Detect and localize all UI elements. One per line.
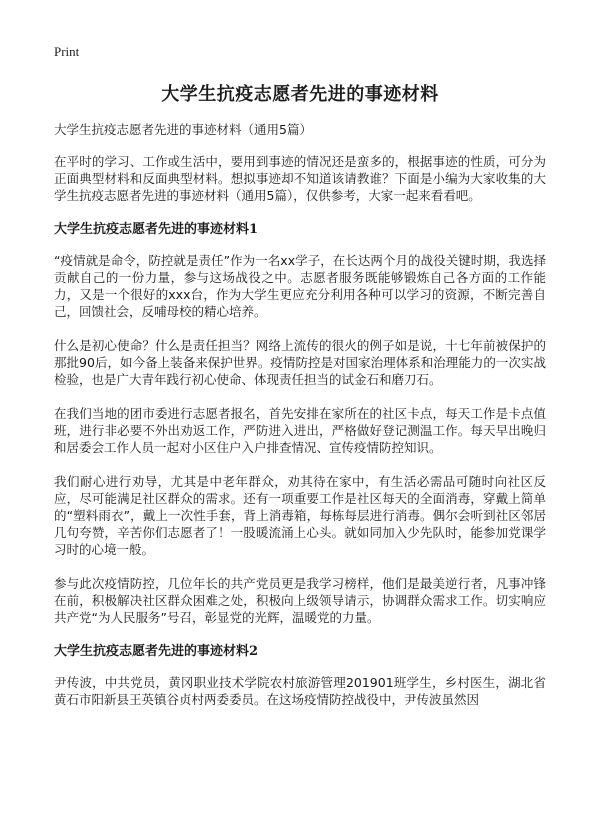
section-1-paragraph: “疫情就是命令，防控就是责任”作为一名xx学子，在长达两个月的战役关键时期，我选择贡献自己的一份力量，参与这场战役之中。志愿者服务既能够锻炼自己各方面的工作能力，又是一个很好的xxx台，作为大学生更应充分利用各种可以学习的资源，不断完善自己，回馈社会，反哺母校的精心培养。 bbox=[54, 253, 546, 319]
section-heading-1: 大学生抗疫志愿者先进的事迹材料1 bbox=[54, 222, 259, 237]
document-subtitle: 大学生抗疫志愿者先进的事迹材料（通用5篇） bbox=[54, 122, 312, 137]
print-link[interactable]: Print bbox=[54, 44, 80, 59]
section-1-paragraph: 参与此次疫情防控，几位年长的共产党员更是我学习榜样，他们是最美逆行者，凡事冲锋在前，积极解决社区群众困难之处，积极向上级领导请示，协调群众需求工作。切实响应共产党“为人民服务”号召，彰显党的光辉，温暖党的力量。 bbox=[54, 576, 546, 625]
section-2-paragraph: 尹传波，中共党员，黄冈职业技术学院农村旅游管理201901班学生，乡村医生，湖北省黄石市阳新县王英镇谷贞村两委委员。在这场疫情防控战役中，尹传波虽然因 bbox=[54, 675, 546, 707]
section-heading-2: 大学生抗疫志愿者先进的事迹材料2 bbox=[54, 644, 259, 659]
document-body bbox=[54, 121, 546, 725]
document-title: 大学生抗疫志愿者先进的事迹材料 bbox=[161, 84, 439, 105]
section-1-paragraph: 我们耐心进行劝导，尤其是中老年群众，劝其待在家中，有生活必需品可随时向社区反应，尽可能满足社区群众的需求。还有一项重要工作是社区每天的全面消毒，穿戴上简单的“塑料雨衣”，戴上一次性手套，背上消毒箱，每栋每层进行消毒。偶尔会听到社区邻居几句夸赞，辛苦你们志愿者了！一股暖流涌上心头。就如同加入少先队时，能参加党课学习时的心境一般。 bbox=[54, 474, 546, 557]
intro-paragraph: 在平时的学习、工作或生活中，要用到事迹的情况还是蛮多的，根据事迹的性质，可分为正面典型材料和反面典型材料。想拟事迹却不知道该请教谁？下面是小编为大家收集的大学生抗疫志愿者先进的事迹材料（通用5篇），仅供参考，大家一起来看看吧。 bbox=[54, 154, 546, 203]
section-1-paragraph: 在我们当地的团市委进行志愿者报名，首先安排在家所在的社区卡点，每天工作是卡点值班，进行非必要不外出劝返工作，严防进入进出，严格做好登记测温工作。每天早出晚归和居委会工作人员一起对小区住户入户排查情况、宣传疫情防控知识。 bbox=[54, 406, 546, 455]
section-1-paragraph: 什么是初心使命？什么是责任担当？网络上流传的很火的例子如是说，十七年前被保护的那批90后，如今备上装备来保护世界。疫情防控是对国家治理体系和治理能力的一次实战检验，也是广大青年践行初心使命、体现责任担当的试金石和磨刀石。 bbox=[54, 338, 546, 387]
